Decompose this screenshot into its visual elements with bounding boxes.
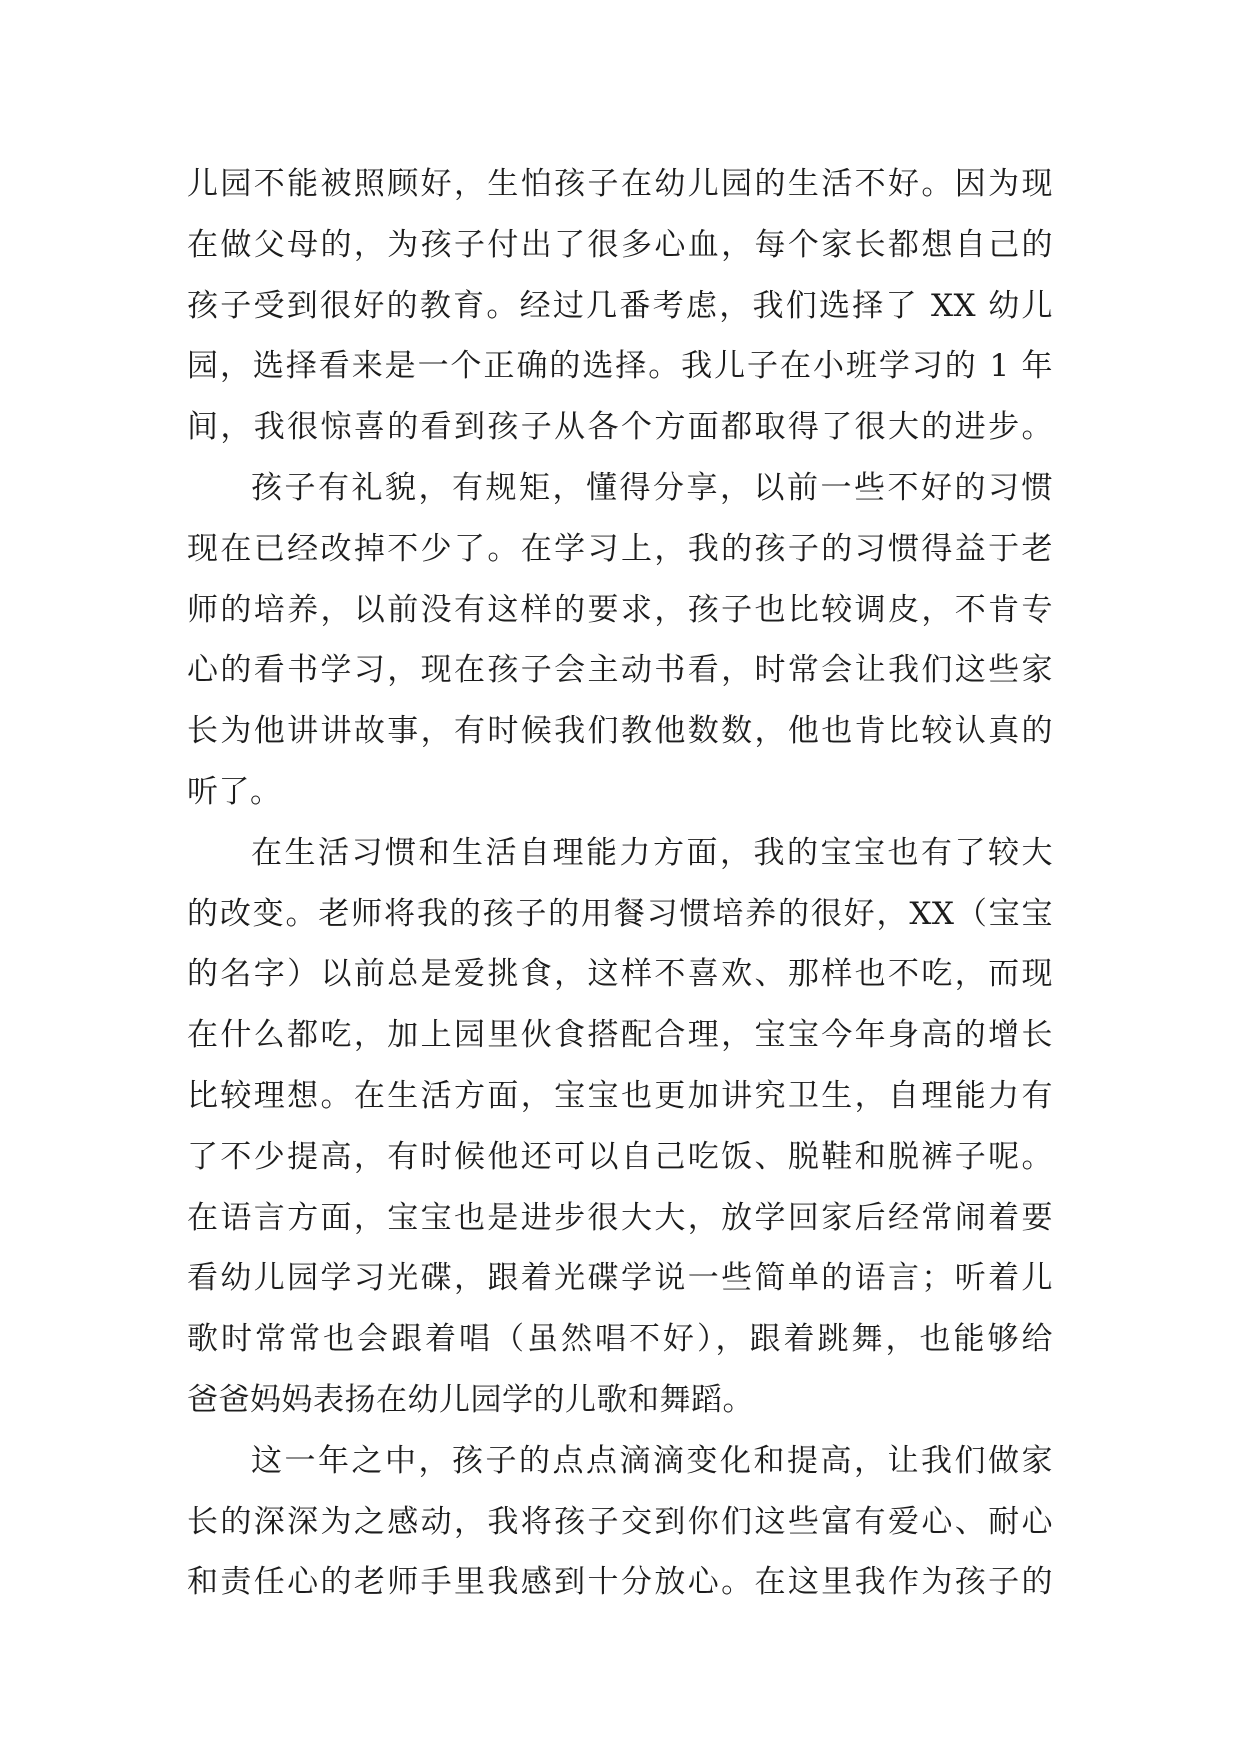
text-line: 现在已经改掉不少了。在学习上，我的孩子的习惯得益于老	[187, 530, 1053, 567]
text-line: 歌时常常也会跟着唱（虽然唱不好），跟着跳舞，也能够给	[187, 1321, 1053, 1358]
text-line: 在语言方面，宝宝也是进步很大大，放学回家后经常闹着要	[187, 1199, 1053, 1236]
text-line: 孩子受到很好的教育。经过几番考虑，我们选择了 XX 幼儿	[187, 287, 1053, 324]
text-line: 在什么都吃，加上园里伙食搭配合理，宝宝今年身高的增长	[187, 1017, 1053, 1054]
text-line: 在做父母的，为孩子付出了很多心血，每个家长都想自己的	[187, 226, 1053, 263]
text-line: 这一年之中，孩子的点点滴滴变化和提高，让我们做家	[251, 1442, 1053, 1479]
text-line: 在生活习惯和生活自理能力方面，我的宝宝也有了较大	[251, 834, 1053, 871]
text-line: 的改变。老师将我的孩子的用餐习惯培养的很好，XX（宝宝	[187, 895, 1053, 932]
text-line: 看幼儿园学习光碟，跟着光碟学说一些简单的语言；听着儿	[187, 1260, 1053, 1297]
text-line: 比较理想。在生活方面，宝宝也更加讲究卫生，自理能力有	[187, 1077, 1053, 1114]
body-text	[187, 154, 1053, 1613]
text-line: 和责任心的老师手里我感到十分放心。在这里我作为孩子的	[187, 1564, 1053, 1601]
text-line: 园，选择看来是一个正确的选择。我儿子在小班学习的 1 年	[187, 348, 1053, 385]
text-line: 爸爸妈妈表扬在幼儿园学的儿歌和舞蹈。	[187, 1381, 754, 1418]
text-line: 长为他讲讲故事，有时候我们教他数数，他也肯比较认真的	[187, 713, 1053, 750]
text-line: 孩子有礼貌，有规矩，懂得分享，以前一些不好的习惯	[251, 469, 1053, 506]
text-line: 师的培养，以前没有这样的要求，孩子也比较调皮，不肯专	[187, 591, 1053, 628]
text-line: 间，我很惊喜的看到孩子从各个方面都取得了很大的进步。	[187, 409, 1053, 446]
text-line: 心的看书学习，现在孩子会主动书看，时常会让我们这些家	[187, 652, 1053, 689]
text-line: 听了。	[187, 773, 282, 810]
text-line: 的名字）以前总是爱挑食，这样不喜欢、那样也不吃，而现	[187, 956, 1053, 993]
text-line: 儿园不能被照顾好，生怕孩子在幼儿园的生活不好。因为现	[187, 166, 1053, 202]
text-line: 了不少提高，有时候他还可以自己吃饭、脱鞋和脱裤子呢。	[187, 1138, 1053, 1175]
text-line: 长的深深为之感动，我将孩子交到你们这些富有爱心、耐心	[187, 1503, 1053, 1540]
